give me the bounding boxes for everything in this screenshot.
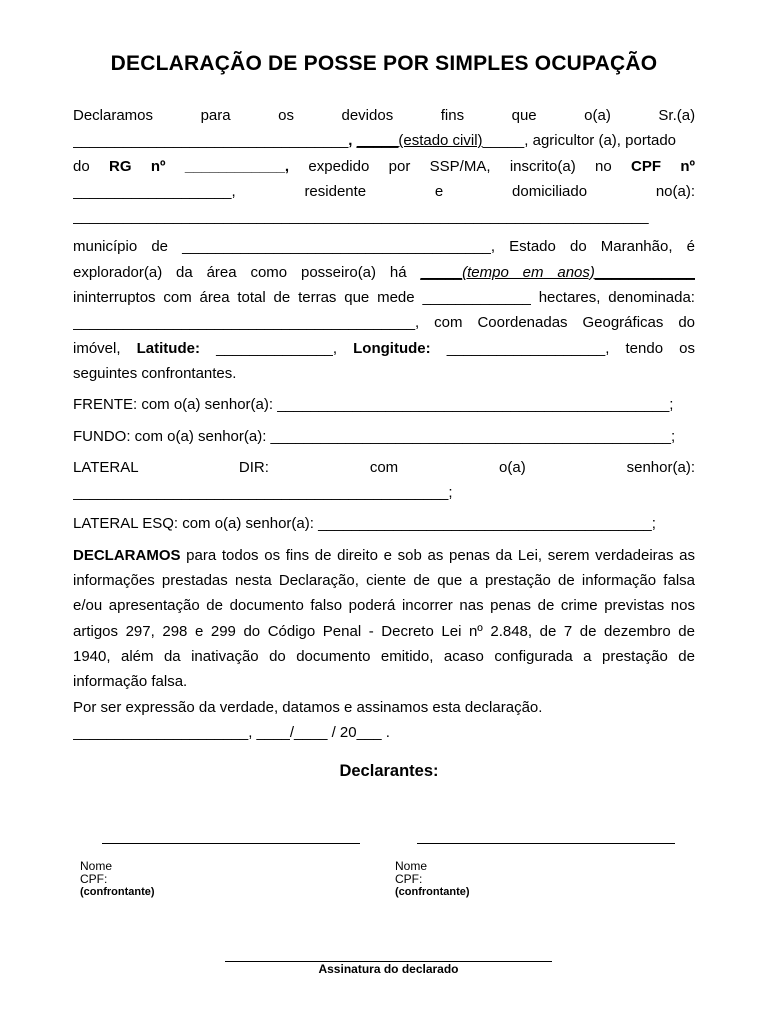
- cpf-label: CPF:: [395, 872, 423, 886]
- latitude-blank[interactable]: ______________,: [216, 339, 338, 357]
- denominacao-blank[interactable]: _________________________________________,: [73, 314, 420, 332]
- rg-label: RG nº: [109, 157, 166, 175]
- tempo-pre: _____: [420, 263, 463, 281]
- word: LATERAL: [73, 458, 139, 476]
- word: inscrito(a): [509, 157, 576, 175]
- cpf-blank[interactable]: ___________________,: [73, 182, 236, 200]
- signature-block-left: [80, 860, 155, 899]
- imovel-text: imóvel,: [73, 339, 121, 357]
- rg-blank[interactable]: ____________,: [184, 157, 290, 175]
- para1-line11: seguintes confrontantes.: [73, 364, 237, 382]
- word: DIR:: [238, 458, 269, 476]
- word: residente: [304, 182, 367, 200]
- civil-label: (estado civil): [398, 132, 483, 150]
- ssp-label: SSP/MA,: [429, 157, 491, 175]
- word: com: [369, 458, 399, 476]
- word: os: [278, 107, 294, 124]
- para1-line4: [73, 179, 695, 204]
- municipio-blank[interactable]: _____________________________________,: [182, 238, 495, 256]
- address-blank[interactable]: _____________________________________________________________________: [73, 208, 649, 226]
- date-line[interactable]: _____________________, ____/____ / 20___ .: [73, 723, 390, 741]
- main-signature-label: Assinatura do declarado: [318, 962, 459, 976]
- word: o(a): [584, 107, 611, 124]
- declaramos-line1: [73, 543, 695, 568]
- word: por: [388, 157, 411, 175]
- lateral-dir-line1: [73, 455, 695, 480]
- para1-line6: [73, 234, 695, 259]
- tendo-text: tendo os: [625, 339, 695, 357]
- comma: ,: [348, 132, 353, 150]
- por-ser-line: Por ser expressão da verdade, datamos e assinamos esta declaração.: [73, 698, 543, 716]
- word: domiciliado: [512, 182, 588, 200]
- coordenadas-text: com Coordenadas Geográficas do: [434, 314, 695, 332]
- signature-line-right[interactable]: [417, 843, 675, 844]
- latitude-label: Latitude:: [136, 339, 200, 357]
- lateral-esq-line[interactable]: LATERAL ESQ: com o(a) senhor(a): ________________________________________;: [73, 515, 656, 533]
- word: senhor(a):: [626, 458, 695, 476]
- frente-line[interactable]: FRENTE: com o(a) senhor(a): _______________________________________________;: [73, 396, 674, 414]
- signature-line-left[interactable]: [102, 843, 360, 844]
- word: Sr.(a): [658, 107, 695, 124]
- word: e: [434, 182, 444, 200]
- nome-label: Nome: [395, 859, 428, 873]
- longitude-label: Longitude:: [353, 339, 431, 357]
- civil-state-field[interactable]: [357, 132, 483, 149]
- declarantes-heading: Declarantes:: [339, 762, 439, 780]
- declaramos-line4: artigos 297, 298 e 299 do Código Penal - Decreto Lei nº 2.848, de 7 de dezembro de: [73, 622, 695, 640]
- civil-pre: _____: [356, 132, 399, 150]
- document-title: DECLARAÇÃO DE POSSE POR SIMPLES OCUPAÇÃO: [110, 52, 658, 75]
- signature-block-right: [395, 860, 470, 899]
- area-text: ininterruptos com área total de terras que mede: [73, 289, 415, 307]
- para1-line10: [73, 336, 695, 361]
- word: no(a):: [655, 182, 695, 200]
- declaramos-bold: DECLARAMOS: [73, 546, 181, 564]
- cpf-label: CPF:: [80, 872, 108, 886]
- declaramos-line5: 1940, além da inativação do documento emitido, acaso configurada a prestação de: [73, 647, 695, 665]
- hectares-text: hectares, denominada:: [538, 289, 695, 307]
- cpf-label: CPF nº: [631, 157, 695, 175]
- word: devidos: [341, 107, 394, 124]
- para1-line8: [73, 285, 695, 310]
- role-label: (confrontante): [80, 886, 155, 898]
- para1-line1: [73, 103, 695, 128]
- estado-text: Estado do Maranhão, é: [509, 238, 695, 256]
- tempo-label: (tempo em anos): [462, 263, 595, 281]
- word: no: [595, 157, 612, 175]
- word: expedido: [308, 157, 370, 175]
- nome-label: Nome: [80, 859, 113, 873]
- para1-line3: [73, 154, 695, 179]
- name-blank[interactable]: _________________________________: [73, 132, 349, 150]
- word: do: [73, 157, 90, 175]
- fundo-line[interactable]: FUNDO: com o(a) senhor(a): ________________________________________________;: [73, 427, 676, 445]
- lateral-dir-blank[interactable]: _____________________________________________;: [73, 484, 453, 502]
- hectares-blank[interactable]: _____________: [422, 289, 531, 307]
- declaramos-text: para todos os fins de direito e sob as penas da Lei, serem verdadeiras as: [180, 546, 695, 564]
- word: que: [511, 107, 537, 124]
- tempo-post: ____________: [594, 263, 695, 281]
- word: para: [200, 107, 231, 124]
- word: o(a): [499, 458, 526, 476]
- municipio-label: município de: [73, 238, 169, 256]
- declaramos-line6: informação falsa.: [73, 673, 188, 691]
- declaramos-line2: informações prestadas nesta Declaração, ciente de que a prestação de informação falsa: [73, 572, 695, 590]
- explorador-text: explorador(a) da área como posseiro(a) há: [73, 263, 407, 281]
- longitude-blank[interactable]: ___________________,: [446, 339, 610, 357]
- civil-post: _____, agricultor (a), portado: [482, 132, 677, 150]
- para1-line7: [73, 260, 695, 285]
- word: Declaramos: [73, 107, 154, 124]
- document-body: [73, 103, 695, 745]
- para1-line2: [73, 128, 695, 153]
- role-label: (confrontante): [395, 886, 470, 898]
- declaramos-line3: e/ou apresentação de documento falso poderá incorrer nas penas de crime previstas nos: [73, 597, 695, 615]
- para1-line9: [73, 310, 695, 335]
- tempo-field[interactable]: [420, 264, 695, 281]
- word: fins: [440, 107, 465, 124]
